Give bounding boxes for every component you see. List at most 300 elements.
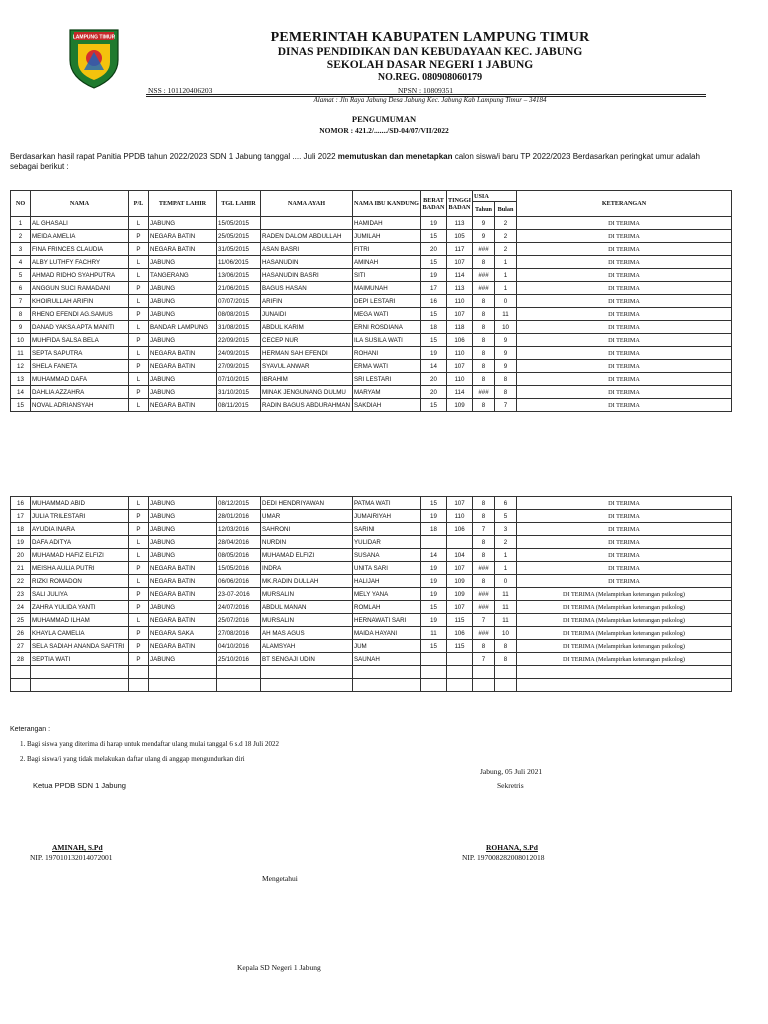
table-cell-empty	[129, 666, 149, 679]
table-cell: MELY YANA	[353, 588, 421, 601]
table-cell: L	[129, 497, 149, 510]
table-cell: MUHAMAD HAFIZ ELFIZI	[31, 549, 129, 562]
table-row	[11, 230, 732, 243]
table-cell: 28	[11, 653, 31, 666]
table-cell: 107	[447, 601, 473, 614]
table-cell: 23	[11, 588, 31, 601]
table-cell: 114	[447, 269, 473, 282]
table-cell-empty	[447, 679, 473, 692]
table-cell: 9	[495, 360, 517, 373]
table-cell: 18	[11, 523, 31, 536]
table-cell-empty	[517, 666, 732, 679]
table-cell: RADEN DALOM ABDULLAH	[261, 230, 353, 243]
table-cell: NEGARA BATIN	[149, 575, 217, 588]
table-row	[11, 536, 732, 549]
table-cell: KHAYLA CAMELIA	[31, 627, 129, 640]
table-cell: DI TERIMA	[517, 575, 732, 588]
table-cell-empty	[261, 679, 353, 692]
table-cell-empty	[495, 666, 517, 679]
table-row	[11, 549, 732, 562]
table-cell: UMAR	[261, 510, 353, 523]
table-cell: DI TERIMA	[517, 282, 732, 295]
table-cell-empty	[11, 679, 31, 692]
table-cell: 8	[495, 386, 517, 399]
table-cell: 0	[495, 295, 517, 308]
table-cell: DI TERIMA (Melampirkan keterangan psikolog)	[517, 588, 732, 601]
table-cell: NEGARA BATIN	[149, 230, 217, 243]
table-cell: 11	[11, 347, 31, 360]
table-cell: PATMA WATI	[353, 497, 421, 510]
table-cell: L	[129, 536, 149, 549]
school-logo	[64, 26, 124, 90]
header-school-name: SEKOLAH DASAR NEGERI 1 JABUNG	[326, 59, 534, 71]
table-cell: L	[129, 295, 149, 308]
table-body-part2	[11, 497, 732, 692]
notes-label: Keterangan :	[10, 726, 51, 733]
table-cell: DI TERIMA	[517, 510, 732, 523]
table-cell: 10	[495, 627, 517, 640]
table-cell: SEPTIA WATI	[31, 653, 129, 666]
table-cell: FINA FRINCES CLAUDIA	[31, 243, 129, 256]
table-cell-empty	[31, 666, 129, 679]
table-cell: L	[129, 217, 149, 230]
table-cell	[447, 653, 473, 666]
table-cell: 8	[473, 308, 495, 321]
table-cell-empty	[473, 679, 495, 692]
table-cell: ABDUL MANAN	[261, 601, 353, 614]
table-cell: 14	[421, 360, 447, 373]
table-cell: 28/01/2016	[217, 510, 261, 523]
table-cell: DI TERIMA	[517, 321, 732, 334]
table-cell: 25/07/2016	[217, 614, 261, 627]
table-row	[11, 523, 732, 536]
table-cell: 19	[11, 536, 31, 549]
table-cell-empty	[149, 666, 217, 679]
table-cell: L	[129, 321, 149, 334]
table-cell: NEGARA BATIN	[149, 640, 217, 653]
table-row	[11, 321, 732, 334]
table-row	[11, 243, 732, 256]
secretary-name: ROHANA, S.Pd	[486, 843, 538, 852]
table-cell: SHELA FANETA	[31, 360, 129, 373]
table-cell: 10	[11, 334, 31, 347]
table-cell: 13/06/2015	[217, 269, 261, 282]
table-cell: JABUNG	[149, 308, 217, 321]
table-cell: 06/06/2016	[217, 575, 261, 588]
table-cell: 5	[495, 510, 517, 523]
table-cell: DI TERIMA	[517, 243, 732, 256]
table-cell: 24/09/2015	[217, 347, 261, 360]
table-cell: SYAVUL ANWAR	[261, 360, 353, 373]
announcement-number: NOMOR : 421.2/......./SD-04/07/VII/2022	[319, 126, 449, 135]
table-cell: ###	[473, 243, 495, 256]
col-no: NO	[11, 191, 31, 217]
table-cell: 04/10/2016	[217, 640, 261, 653]
col-tahun: Tahun	[473, 202, 495, 217]
table-cell: 107	[447, 308, 473, 321]
table-cell: DI TERIMA	[517, 230, 732, 243]
table-cell: JABUNG	[149, 601, 217, 614]
header-npsn: NPSN : 10809351	[398, 86, 454, 95]
table-cell: DI TERIMA (Melampirkan keterangan psikolog)	[517, 627, 732, 640]
table-cell: P	[129, 334, 149, 347]
table-cell: 17	[421, 282, 447, 295]
table-cell: 19	[421, 217, 447, 230]
table-cell-empty	[217, 679, 261, 692]
table-cell: YULIDAR	[353, 536, 421, 549]
table-cell: 9	[473, 230, 495, 243]
table-cell: ###	[473, 588, 495, 601]
table-cell: ALAMSYAH	[261, 640, 353, 653]
chair-nip: NIP. 197010132014072001	[30, 853, 113, 862]
table-cell: NEGARA BATIN	[149, 347, 217, 360]
table-cell: NEGARA BATIN	[149, 614, 217, 627]
col-nama-ibu: NAMA IBU KANDUNG	[353, 191, 421, 217]
col-nama: NAMA	[31, 191, 129, 217]
table-cell: NURDIN	[261, 536, 353, 549]
table-cell: 19	[421, 269, 447, 282]
table-cell: DI TERIMA (Melampirkan keterangan psikolog)	[517, 614, 732, 627]
secretary-nip: NIP. 197008282008012018	[462, 853, 545, 862]
table-cell: 15	[421, 399, 447, 412]
col-tgl-lahir: TGL LAHIR	[217, 191, 261, 217]
table-cell: 19	[421, 588, 447, 601]
table-cell: ###	[473, 562, 495, 575]
table-cell: DI TERIMA	[517, 256, 732, 269]
table-cell: 7	[495, 399, 517, 412]
table-cell: 22/09/2015	[217, 334, 261, 347]
table-cell: 20	[421, 243, 447, 256]
table-cell: 8	[473, 334, 495, 347]
table-cell: NEGARA BATIN	[149, 360, 217, 373]
table-cell: 2	[495, 217, 517, 230]
table-cell: SAKDIAH	[353, 399, 421, 412]
table-cell: 2	[11, 230, 31, 243]
table-cell: 15	[421, 230, 447, 243]
table-cell: DI TERIMA	[517, 549, 732, 562]
table-cell: MEISHA AULIA PUTRI	[31, 562, 129, 575]
table-cell: 11	[495, 614, 517, 627]
table-cell: NEGARA SAKA	[149, 627, 217, 640]
table-cell	[447, 536, 473, 549]
table-cell: 109	[447, 399, 473, 412]
table-cell: DI TERIMA	[517, 360, 732, 373]
table-cell: JABUNG	[149, 386, 217, 399]
table-body-part1	[11, 217, 732, 412]
table-cell: L	[129, 347, 149, 360]
secretary-title: Sekretris	[497, 781, 524, 790]
table-cell: 1	[495, 549, 517, 562]
table-cell: 2	[495, 536, 517, 549]
table-cell: 7	[473, 614, 495, 627]
table-cell-empty	[421, 679, 447, 692]
table-row	[11, 601, 732, 614]
table-cell: 4	[11, 256, 31, 269]
table-cell: 21	[11, 562, 31, 575]
table-cell: 115	[447, 614, 473, 627]
table-cell: DANAD YAKSA APTA MANITI	[31, 321, 129, 334]
chair-title: Ketua PPDB SDN 1 Jabung	[33, 781, 126, 790]
table-cell: 107	[447, 497, 473, 510]
col-bulan: Bulan	[495, 202, 517, 217]
table-cell: JABUNG	[149, 653, 217, 666]
table-cell: AL GHASALI	[31, 217, 129, 230]
table-cell: DI TERIMA (Melampirkan keterangan psikolog)	[517, 640, 732, 653]
table-cell: 5	[11, 269, 31, 282]
table-cell: JULIA TRILESTARI	[31, 510, 129, 523]
table-row	[11, 269, 732, 282]
table-cell: HASANUDIN BASRI	[261, 269, 353, 282]
student-table-part2	[10, 496, 732, 692]
table-cell: 16	[421, 295, 447, 308]
header-nss: NSS : 101120406203	[148, 86, 213, 95]
table-cell: DI TERIMA	[517, 334, 732, 347]
table-cell: HASANUDIN	[261, 256, 353, 269]
table-cell	[421, 653, 447, 666]
table-cell: SRI LESTARI	[353, 373, 421, 386]
table-cell: DAFA ADITYA	[31, 536, 129, 549]
table-cell: 8	[473, 321, 495, 334]
intro-text-end: calon siswa/i baru TP 2022/2023 Berdasarkan peringkat umur adalah sebagai berikut :	[10, 152, 700, 171]
table-cell: INDRA	[261, 562, 353, 575]
table-cell: P	[129, 243, 149, 256]
table-cell: HERMAN SAH EFENDI	[261, 347, 353, 360]
table-cell: 20	[421, 373, 447, 386]
table-cell: 27/08/2016	[217, 627, 261, 640]
announcement-intro	[10, 152, 710, 172]
table-cell: 19	[421, 510, 447, 523]
table-cell	[421, 536, 447, 549]
col-usia: USIA	[473, 191, 517, 202]
table-cell: 27/09/2015	[217, 360, 261, 373]
signing-date: Jabung, 05 Juli 2021	[480, 767, 543, 776]
table-cell: 20	[11, 549, 31, 562]
table-cell: JABUNG	[149, 295, 217, 308]
table-cell-empty	[353, 679, 421, 692]
table-cell: MARYAM	[353, 386, 421, 399]
table-cell: 8	[473, 510, 495, 523]
table-cell: 19	[421, 575, 447, 588]
table-cell: 14	[421, 549, 447, 562]
table-cell	[261, 217, 353, 230]
table-cell: AMINAH	[353, 256, 421, 269]
table-cell: MEGA WATI	[353, 308, 421, 321]
table-row	[11, 399, 732, 412]
table-cell: ###	[473, 386, 495, 399]
table-cell: 31/08/2015	[217, 321, 261, 334]
table-cell: 15	[421, 256, 447, 269]
table-cell: 8	[473, 575, 495, 588]
table-cell: P	[129, 360, 149, 373]
table-cell: RIZKI ROMADON	[31, 575, 129, 588]
table-cell: 8	[495, 640, 517, 653]
table-cell: 17	[11, 510, 31, 523]
table-cell: 8	[473, 536, 495, 549]
table-cell: ERNI ROSDIANA	[353, 321, 421, 334]
table-cell: 2	[495, 243, 517, 256]
table-cell: ANGGUN SUCI RAMADANI	[31, 282, 129, 295]
table-cell: ###	[473, 601, 495, 614]
table-cell: AHMAD RIDHO SYAHPUTRA	[31, 269, 129, 282]
table-cell: L	[129, 614, 149, 627]
table-cell: MUHAMMAD ILHAM	[31, 614, 129, 627]
table-cell: ILA SUSILA WATI	[353, 334, 421, 347]
table-cell: 1	[11, 217, 31, 230]
table-cell: JABUNG	[149, 282, 217, 295]
table-cell: ROMLAH	[353, 601, 421, 614]
table-cell: DI TERIMA	[517, 308, 732, 321]
table-cell: SITI	[353, 269, 421, 282]
table-row	[11, 256, 732, 269]
table-cell: JABUNG	[149, 523, 217, 536]
table-cell: 11	[421, 627, 447, 640]
table-cell: ###	[473, 269, 495, 282]
table-row	[11, 627, 732, 640]
table-cell: 3	[11, 243, 31, 256]
table-cell: 115	[447, 640, 473, 653]
table-cell: 6	[495, 497, 517, 510]
table-cell: JABUNG	[149, 510, 217, 523]
table-cell: 15	[421, 640, 447, 653]
table-cell: ERMA WATI	[353, 360, 421, 373]
table-cell: L	[129, 373, 149, 386]
table-cell: JUMAIRIYAH	[353, 510, 421, 523]
table-cell: 19	[421, 347, 447, 360]
student-table-part1	[10, 190, 732, 412]
table-row	[11, 510, 732, 523]
table-cell: 8	[495, 373, 517, 386]
table-row	[11, 295, 732, 308]
table-cell-empty	[517, 679, 732, 692]
table-cell: 1	[495, 282, 517, 295]
table-cell-empty	[353, 666, 421, 679]
table-cell: 24/07/2016	[217, 601, 261, 614]
table-cell: HAMIDAH	[353, 217, 421, 230]
table-cell: 8	[495, 653, 517, 666]
table-cell: ###	[473, 282, 495, 295]
table-cell: SUSANA	[353, 549, 421, 562]
table-cell: P	[129, 282, 149, 295]
col-keterangan: KETERANGAN	[517, 191, 732, 217]
col-berat: BERAT BADAN	[421, 191, 447, 217]
table-cell: 3	[495, 523, 517, 536]
table-cell: DI TERIMA	[517, 523, 732, 536]
table-cell: IBRAHIM	[261, 373, 353, 386]
table-cell: MAIMUNAH	[353, 282, 421, 295]
table-cell: NEGARA BATIN	[149, 399, 217, 412]
table-cell: 114	[447, 386, 473, 399]
table-cell: 15	[421, 334, 447, 347]
table-cell: 8	[473, 549, 495, 562]
table-cell: KHOIRULLAH ARIFIN	[31, 295, 129, 308]
table-cell: 7	[473, 653, 495, 666]
table-cell: DI TERIMA (Melampirkan keterangan psikolog)	[517, 653, 732, 666]
table-cell: 8	[473, 256, 495, 269]
table-cell: 1	[495, 269, 517, 282]
table-cell: P	[129, 523, 149, 536]
table-cell: 11/06/2015	[217, 256, 261, 269]
table-cell: RHENO EFENDI AG.SAMUS	[31, 308, 129, 321]
acknowledged-label: Mengetahui	[262, 874, 298, 883]
table-cell-empty	[129, 679, 149, 692]
table-cell: DEDI HENDRIYAWAN	[261, 497, 353, 510]
table-cell: SELA SADIAH ANANDA SAFITRI	[31, 640, 129, 653]
table-cell: 19	[421, 562, 447, 575]
table-cell: DI TERIMA	[517, 347, 732, 360]
table-cell: 1	[495, 256, 517, 269]
table-cell: 117	[447, 243, 473, 256]
intro-bold: memutuskan dan menetapkan	[337, 152, 453, 161]
table-cell: 107	[447, 562, 473, 575]
table-row	[11, 588, 732, 601]
table-cell-empty	[149, 679, 217, 692]
table-cell: NOVAL ADRIANSYAH	[31, 399, 129, 412]
table-cell: L	[129, 269, 149, 282]
table-cell: MURSALIN	[261, 614, 353, 627]
table-cell: MUHAMMAD ABID	[31, 497, 129, 510]
table-cell: ROHANI	[353, 347, 421, 360]
table-row	[11, 347, 732, 360]
table-cell: 7	[11, 295, 31, 308]
table-cell: BAGUS HASAN	[261, 282, 353, 295]
table-cell: L	[129, 399, 149, 412]
table-cell: 8	[473, 497, 495, 510]
table-cell: JABUNG	[149, 497, 217, 510]
table-cell: SAHRONI	[261, 523, 353, 536]
table-cell: P	[129, 601, 149, 614]
table-cell: JABUNG	[149, 549, 217, 562]
table-cell: JABUNG	[149, 373, 217, 386]
table-cell: ARIFIN	[261, 295, 353, 308]
table-cell-empty	[495, 679, 517, 692]
table-row	[11, 386, 732, 399]
table-cell: 106	[447, 334, 473, 347]
table-cell: 9	[495, 347, 517, 360]
table-cell: L	[129, 575, 149, 588]
table-cell: 15	[421, 601, 447, 614]
table-cell: 8	[473, 399, 495, 412]
table-cell: MUHAMMAD DAFA	[31, 373, 129, 386]
table-cell: 11	[495, 308, 517, 321]
table-cell: P	[129, 308, 149, 321]
table-cell: DI TERIMA	[517, 562, 732, 575]
table-row	[11, 497, 732, 510]
table-cell: 31/05/2015	[217, 243, 261, 256]
table-cell: JABUNG	[149, 536, 217, 549]
table-cell: 6	[11, 282, 31, 295]
table-cell: NEGARA BATIN	[149, 243, 217, 256]
table-cell: 106	[447, 627, 473, 640]
table-cell: DI TERIMA (Melampirkan keterangan psikolog)	[517, 601, 732, 614]
table-row-empty	[11, 679, 732, 692]
table-cell: 27	[11, 640, 31, 653]
table-cell: 26	[11, 627, 31, 640]
table-cell: 0	[495, 575, 517, 588]
table-cell: 113	[447, 217, 473, 230]
table-cell: 25	[11, 614, 31, 627]
table-cell: BANDAR LAMPUNG	[149, 321, 217, 334]
table-cell: 22	[11, 575, 31, 588]
table-cell: 15	[11, 399, 31, 412]
table-row	[11, 373, 732, 386]
col-pl: P/L	[129, 191, 149, 217]
table-cell: JUNAIDI	[261, 308, 353, 321]
col-nama-ayah: NAMA AYAH	[261, 191, 353, 217]
table-row	[11, 334, 732, 347]
table-cell: SEPTA SAPUTRA	[31, 347, 129, 360]
table-row	[11, 640, 732, 653]
table-cell: P	[129, 386, 149, 399]
